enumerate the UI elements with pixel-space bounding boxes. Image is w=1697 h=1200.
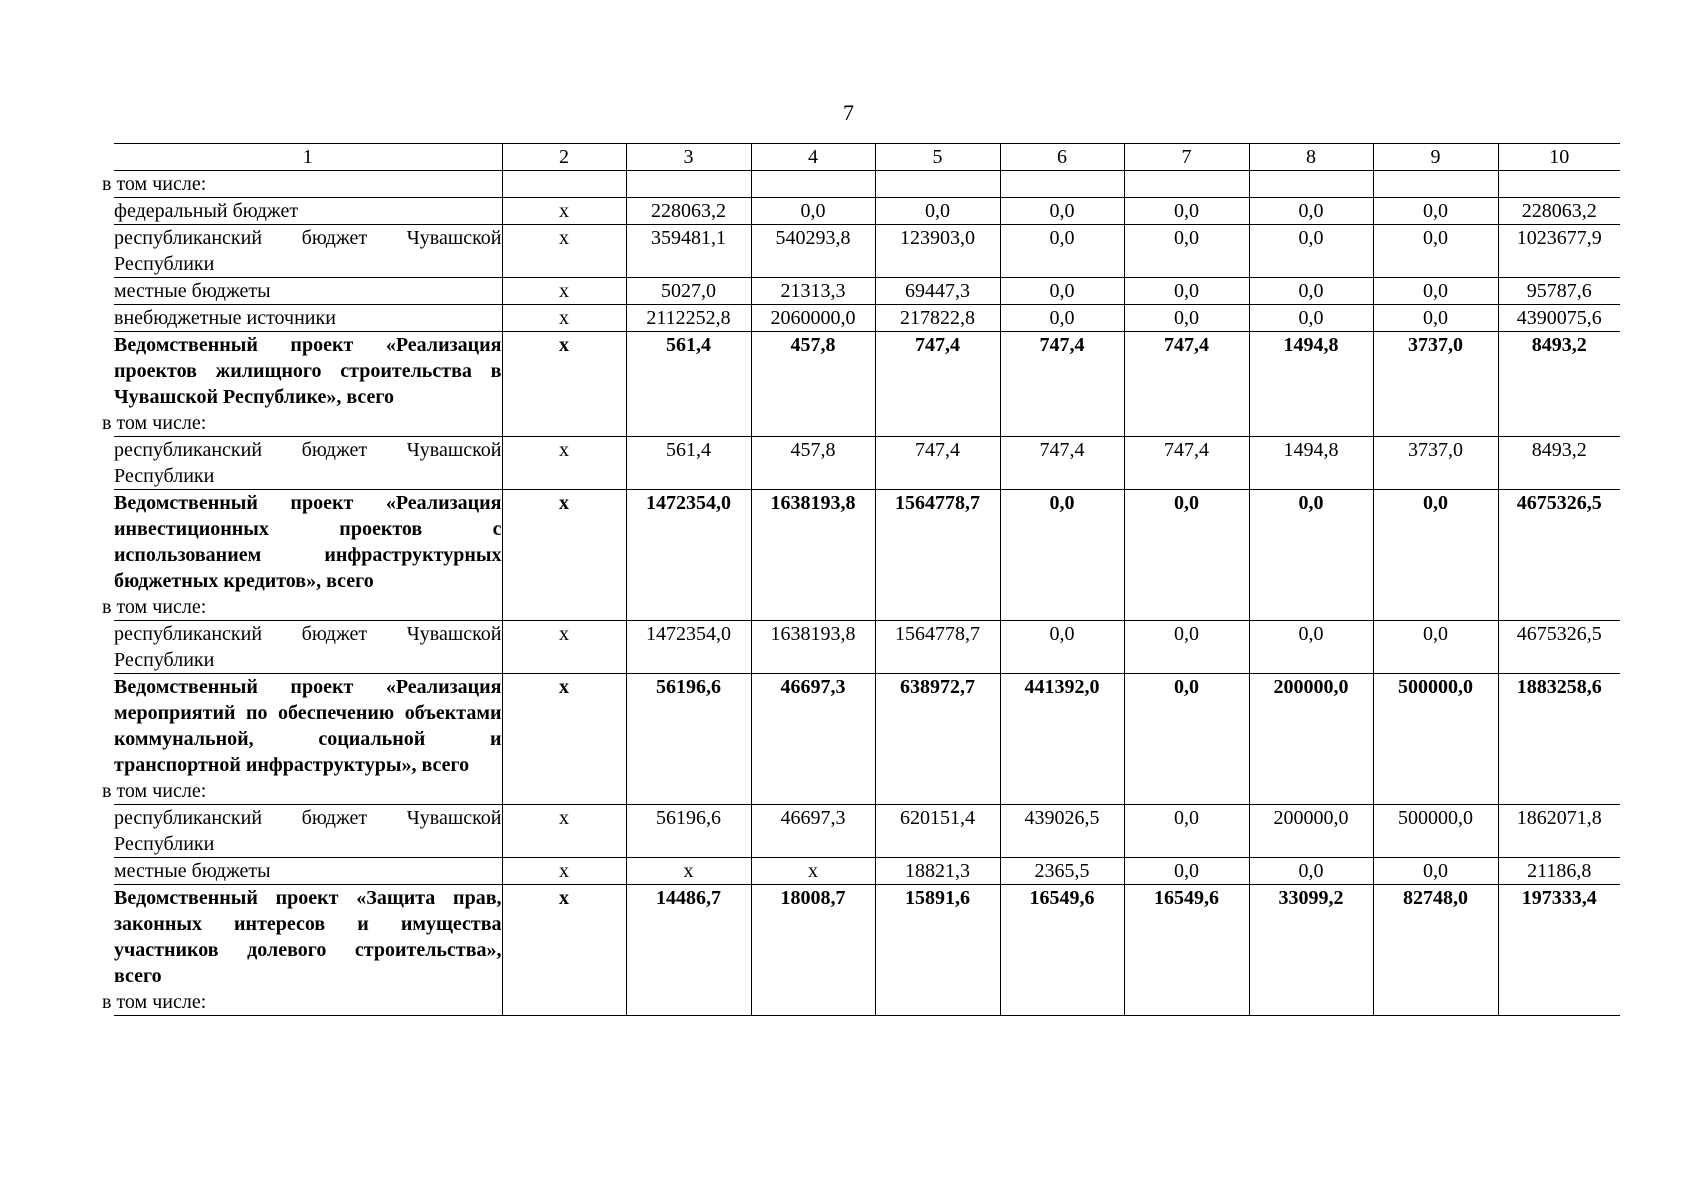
value-cell: 16549,6 [1124, 885, 1249, 1016]
row-name-cell [114, 225, 502, 278]
value-cell: 0,0 [751, 198, 875, 225]
value-cell: 0,0 [1124, 490, 1249, 621]
table-body [102, 171, 1620, 1016]
value-cell: 1638193,8 [751, 490, 875, 621]
value-cell: 747,4 [875, 437, 1000, 490]
column-number-cell: 3 [626, 144, 751, 171]
value-cell: х [502, 278, 626, 305]
value-cell: 0,0 [1249, 858, 1373, 885]
value-cell [875, 171, 1000, 198]
row-name: республиканский бюджет Чувашской Республики [114, 439, 502, 487]
value-cell: 747,4 [1000, 332, 1124, 437]
value-cell [1498, 171, 1620, 198]
value-cell: 747,4 [1124, 437, 1249, 490]
value-cell: х [502, 198, 626, 225]
value-cell: 4390075,6 [1498, 305, 1620, 332]
value-cell: 540293,8 [751, 225, 875, 278]
table-row [114, 305, 1620, 332]
value-cell: 197333,4 [1498, 885, 1620, 1016]
value-cell [626, 171, 751, 198]
value-cell [1373, 171, 1498, 198]
value-cell: 82748,0 [1373, 885, 1498, 1016]
value-cell [1124, 171, 1249, 198]
column-number-cell: 9 [1373, 144, 1498, 171]
value-cell: 18821,3 [875, 858, 1000, 885]
value-cell: 0,0 [1124, 305, 1249, 332]
including-label: в том числе: [102, 596, 207, 618]
value-cell: 228063,2 [1498, 198, 1620, 225]
value-cell: 46697,3 [751, 805, 875, 858]
value-cell: 747,4 [1000, 437, 1124, 490]
project-title: Ведомственный проект «Реализация проектов жилищного строительства в Чувашской Республике», всего [114, 334, 502, 408]
value-cell [502, 171, 626, 198]
value-cell: 1494,8 [1249, 332, 1373, 437]
column-number-cell: 7 [1124, 144, 1249, 171]
value-cell: 200000,0 [1249, 805, 1373, 858]
value-cell [1000, 171, 1124, 198]
value-cell: 21313,3 [751, 278, 875, 305]
value-cell: 0,0 [1373, 278, 1498, 305]
value-cell: 2060000,0 [751, 305, 875, 332]
table-row [114, 198, 1620, 225]
project-title: Ведомственный проект «Защита прав, законных интересов и имущества участников долевого строительства», всего [114, 887, 502, 987]
value-cell: 561,4 [626, 437, 751, 490]
row-name-cell [114, 805, 502, 858]
value-cell: 1023677,9 [1498, 225, 1620, 278]
column-number-row [114, 144, 1620, 171]
value-cell: 561,4 [626, 332, 751, 437]
value-cell: х [502, 805, 626, 858]
row-name: республиканский бюджет Чувашской Республики [114, 623, 502, 671]
value-cell: 16549,6 [1000, 885, 1124, 1016]
row-name: федеральный бюджет [114, 200, 299, 222]
row-name: внебюджетные источники [114, 307, 336, 329]
value-cell: 0,0 [1124, 225, 1249, 278]
value-cell: 439026,5 [1000, 805, 1124, 858]
value-cell: х [502, 332, 626, 437]
column-number-cell: 4 [751, 144, 875, 171]
project-title: Ведомственный проект «Реализация инвестиционных проектов с использованием инфраструктурных бюджетных кредитов», всего [114, 492, 502, 592]
value-cell: 0,0 [1249, 225, 1373, 278]
row-name: республиканский бюджет Чувашской Республики [114, 807, 502, 855]
row-name: республиканский бюджет Чувашской Республики [114, 227, 502, 275]
value-cell: 1564778,7 [875, 621, 1000, 674]
value-cell: 14486,7 [626, 885, 751, 1016]
column-number-cell: 2 [502, 144, 626, 171]
value-cell: х [502, 305, 626, 332]
value-cell: х [502, 621, 626, 674]
column-number-cell: 5 [875, 144, 1000, 171]
value-cell: 56196,6 [626, 805, 751, 858]
value-cell: х [502, 674, 626, 805]
budget-table [102, 143, 1620, 1016]
row-name: в том числе: [102, 173, 207, 195]
value-cell: 0,0 [1124, 621, 1249, 674]
value-cell: 8493,2 [1498, 437, 1620, 490]
value-cell: 0,0 [1373, 858, 1498, 885]
value-cell: 747,4 [1124, 332, 1249, 437]
value-cell: 0,0 [1000, 305, 1124, 332]
row-name-cell [102, 674, 502, 805]
value-cell: 0,0 [1373, 490, 1498, 621]
table-row [114, 278, 1620, 305]
value-cell: 0,0 [1249, 305, 1373, 332]
value-cell: 0,0 [1000, 198, 1124, 225]
value-cell: 0,0 [1249, 278, 1373, 305]
project-title: Ведомственный проект «Реализация мероприятий по обеспечению объектами коммунальной, социальной и транспортной инфраструктуры», всего [114, 676, 502, 776]
table-row [114, 171, 1620, 198]
project-total-row [114, 885, 1620, 1016]
row-name-cell [114, 278, 502, 305]
project-total-row [114, 332, 1620, 437]
including-label: в том числе: [102, 991, 207, 1013]
value-cell: 0,0 [1000, 490, 1124, 621]
value-cell: 0,0 [1000, 225, 1124, 278]
value-cell: 21186,8 [1498, 858, 1620, 885]
project-total-row [114, 674, 1620, 805]
value-cell: 8493,2 [1498, 332, 1620, 437]
value-cell: 0,0 [1124, 858, 1249, 885]
value-cell: 217822,8 [875, 305, 1000, 332]
value-cell: 4675326,5 [1498, 490, 1620, 621]
row-name-cell [114, 437, 502, 490]
value-cell: 620151,4 [875, 805, 1000, 858]
value-cell: 46697,3 [751, 674, 875, 805]
value-cell: 0,0 [1124, 674, 1249, 805]
row-name-cell [102, 332, 502, 437]
including-label: в том числе: [102, 780, 207, 802]
value-cell: 95787,6 [1498, 278, 1620, 305]
row-name-cell [114, 858, 502, 885]
value-cell: 359481,1 [626, 225, 751, 278]
value-cell: х [626, 858, 751, 885]
value-cell: 33099,2 [1249, 885, 1373, 1016]
value-cell: 0,0 [1373, 198, 1498, 225]
value-cell: 0,0 [1249, 621, 1373, 674]
row-name-cell [114, 198, 502, 225]
table-row [114, 437, 1620, 490]
including-label: в том числе: [102, 412, 207, 434]
value-cell: 2112252,8 [626, 305, 751, 332]
row-name: местные бюджеты [114, 280, 271, 302]
value-cell: 1883258,6 [1498, 674, 1620, 805]
value-cell: х [502, 858, 626, 885]
value-cell: 0,0 [1249, 198, 1373, 225]
table-row [114, 858, 1620, 885]
value-cell: х [502, 885, 626, 1016]
value-cell: 228063,2 [626, 198, 751, 225]
value-cell: х [502, 490, 626, 621]
value-cell: 4675326,5 [1498, 621, 1620, 674]
row-name-cell [102, 490, 502, 621]
value-cell: 1564778,7 [875, 490, 1000, 621]
value-cell: 3737,0 [1373, 437, 1498, 490]
value-cell: 200000,0 [1249, 674, 1373, 805]
value-cell: 18008,7 [751, 885, 875, 1016]
value-cell [751, 171, 875, 198]
column-number-cell: 10 [1498, 144, 1620, 171]
value-cell: 0,0 [1000, 621, 1124, 674]
value-cell: х [502, 437, 626, 490]
value-cell: 123903,0 [875, 225, 1000, 278]
value-cell [1249, 171, 1373, 198]
value-cell: 0,0 [1124, 278, 1249, 305]
table-row [114, 805, 1620, 858]
value-cell: 15891,6 [875, 885, 1000, 1016]
value-cell: 1472354,0 [626, 621, 751, 674]
value-cell: 500000,0 [1373, 674, 1498, 805]
value-cell: 0,0 [1000, 278, 1124, 305]
value-cell: 0,0 [1373, 225, 1498, 278]
value-cell: 5027,0 [626, 278, 751, 305]
table-row [114, 621, 1620, 674]
value-cell: 1472354,0 [626, 490, 751, 621]
column-number-cell: 1 [114, 144, 502, 171]
row-name-cell [102, 171, 502, 198]
page-number: 7 [843, 100, 854, 125]
project-total-row [114, 490, 1620, 621]
row-name-cell [114, 621, 502, 674]
value-cell: 441392,0 [1000, 674, 1124, 805]
column-number-cell: 6 [1000, 144, 1124, 171]
value-cell: 638972,7 [875, 674, 1000, 805]
value-cell: 56196,6 [626, 674, 751, 805]
value-cell: 0,0 [875, 198, 1000, 225]
value-cell: 500000,0 [1373, 805, 1498, 858]
column-number-cell: 8 [1249, 144, 1373, 171]
value-cell: 1494,8 [1249, 437, 1373, 490]
value-cell: 747,4 [875, 332, 1000, 437]
value-cell: 457,8 [751, 437, 875, 490]
value-cell: 69447,3 [875, 278, 1000, 305]
row-name-cell [114, 305, 502, 332]
value-cell: 0,0 [1249, 490, 1373, 621]
row-name: местные бюджеты [114, 860, 271, 882]
value-cell: х [502, 225, 626, 278]
value-cell: 0,0 [1373, 621, 1498, 674]
table-row [114, 225, 1620, 278]
value-cell: 1638193,8 [751, 621, 875, 674]
value-cell: 0,0 [1124, 198, 1249, 225]
value-cell: 1862071,8 [1498, 805, 1620, 858]
row-name-cell [102, 885, 502, 1016]
value-cell: 457,8 [751, 332, 875, 437]
value-cell: х [751, 858, 875, 885]
value-cell: 2365,5 [1000, 858, 1124, 885]
value-cell: 0,0 [1124, 805, 1249, 858]
value-cell: 3737,0 [1373, 332, 1498, 437]
value-cell: 0,0 [1373, 305, 1498, 332]
